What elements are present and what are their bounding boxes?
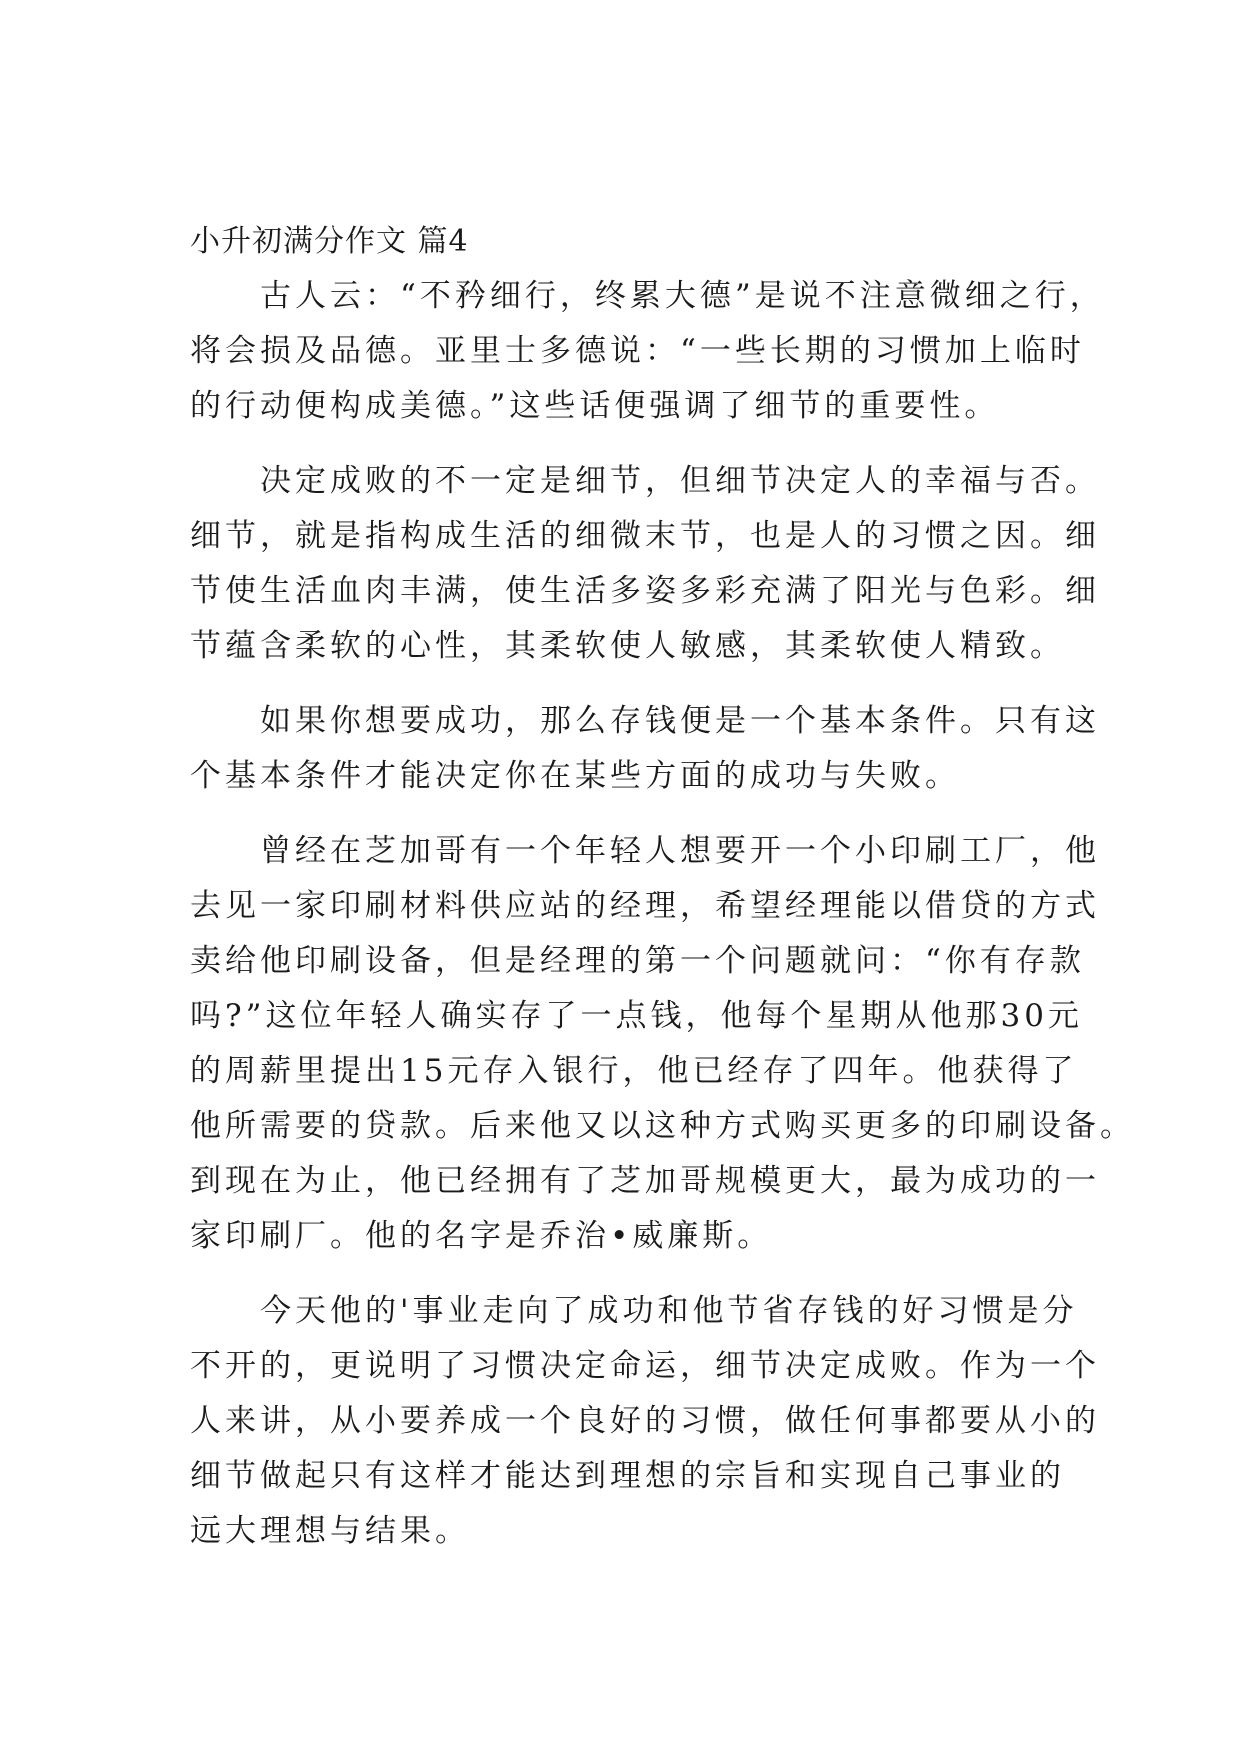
text-line: 家印刷厂。他的名字是乔治•威廉斯。 <box>190 1218 773 1254</box>
text-line: 个基本条件才能决定你在某些方面的成功与失败。 <box>190 758 960 794</box>
text-line: 不开的，更说明了习惯决定命运，细节决定成败。作为一个 <box>190 1348 1100 1384</box>
text-line: 远大理想与结果。 <box>190 1513 470 1549</box>
text-line: 曾经在芝加哥有一个年轻人想要开一个小印刷工厂，他 <box>190 833 1100 869</box>
text-line: 的周薪里提出15元存入银行，他已经存了四年。他获得了 <box>190 1053 1078 1089</box>
text-line: 将会损及品德。亚里士多德说：“一些长期的习惯加上临时 <box>190 333 1085 369</box>
text-line: 到现在为止，他已经拥有了芝加哥规模更大，最为成功的一 <box>190 1163 1100 1199</box>
text-line: 古人云：“不矜细行，终累大德”是说不注意微细之行， <box>190 278 1105 314</box>
text-line: 节蕴含柔软的心性，其柔软使人敏感，其柔软使人精致。 <box>190 628 1065 664</box>
text-line: 细节，就是指构成生活的细微末节，也是人的习惯之因。细 <box>190 518 1100 554</box>
text-line: 卖给他印刷设备，但是经理的第一个问题就问：“你有存款 <box>190 943 1085 979</box>
text-line: 今天他的'事业走向了成功和他节省存钱的好习惯是分 <box>190 1293 1078 1329</box>
text-line: 的行动便构成美德。”这些话便强调了细节的重要性。 <box>190 388 1000 424</box>
text-line: 去见一家印刷材料供应站的经理，希望经理能以借贷的方式 <box>190 888 1100 924</box>
text-line: 他所需要的贷款。后来他又以这种方式购买更多的印刷设备。 <box>190 1108 1135 1144</box>
text-line: 吗?”这位年轻人确实存了一点钱，他每个星期从他那30元 <box>190 998 1083 1034</box>
document-title: 小升初满分作文 篇4 <box>190 224 469 259</box>
text-line: 如果你想要成功，那么存钱便是一个基本条件。只有这 <box>190 703 1100 739</box>
text-line: 决定成败的不一定是细节，但细节决定人的幸福与否。 <box>190 463 1100 499</box>
text-line: 细节做起只有这样才能达到理想的宗旨和实现自己事业的 <box>190 1458 1065 1494</box>
text-line: 人来讲，从小要养成一个良好的习惯，做任何事都要从小的 <box>190 1403 1100 1439</box>
text-line: 节使生活血肉丰满，使生活多姿多彩充满了阳光与色彩。细 <box>190 573 1100 609</box>
